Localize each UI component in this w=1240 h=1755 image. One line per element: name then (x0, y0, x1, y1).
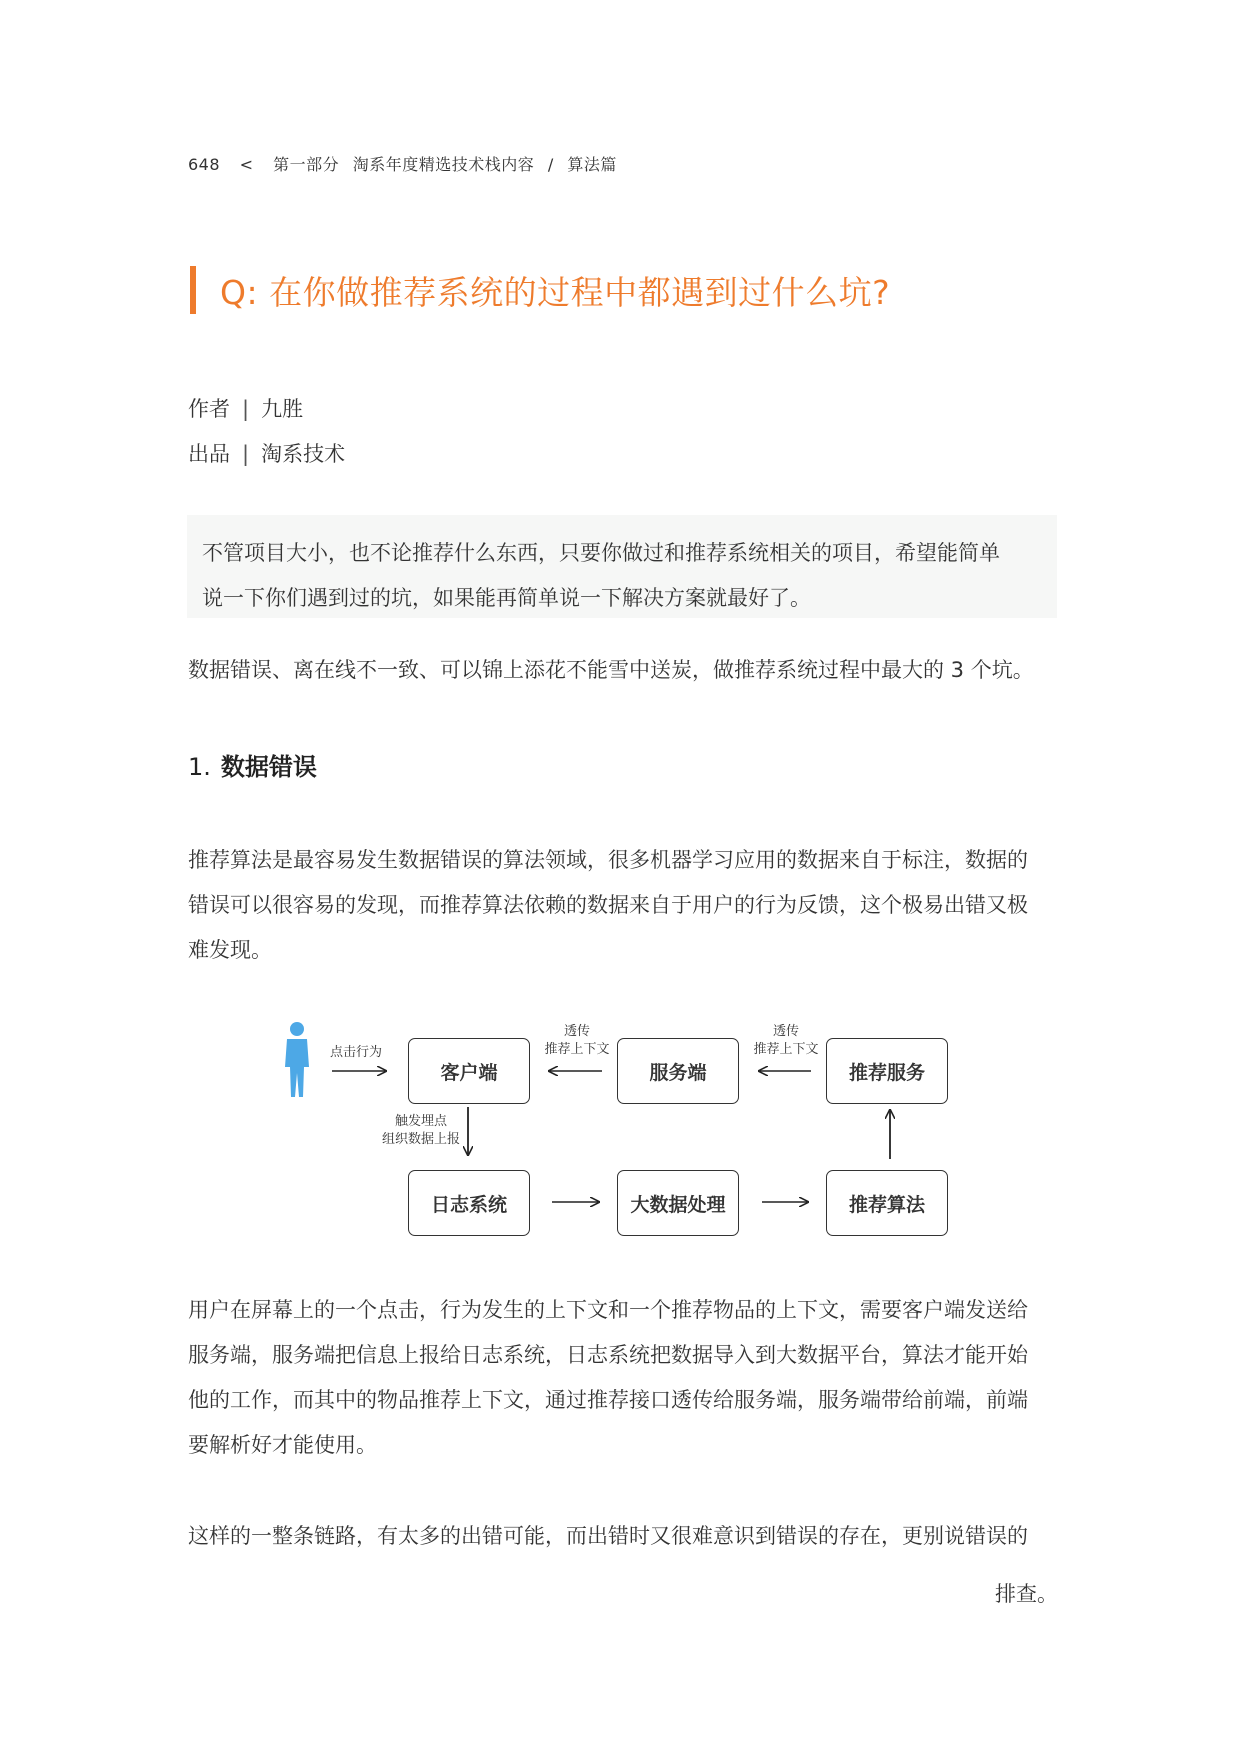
running-header (188, 152, 631, 175)
header-separator: < (239, 155, 254, 174)
part-name: 第一部分 (273, 155, 340, 174)
node-server: 服务端 (617, 1038, 739, 1104)
book-title: 淘系年度精选技术栈内容 (352, 155, 535, 174)
source-line (188, 438, 345, 468)
data-flow-diagram (280, 1017, 970, 1242)
label-click-action: 点击行为 (330, 1045, 383, 1060)
paragraph-line: 错误可以很容易的发现，而推荐算法依赖的数据来自于用户的行为反馈，这个极易出错又极 (188, 893, 1028, 917)
paragraph-3-end: 排查。 (995, 1582, 1058, 1606)
source-label: 出品 (188, 442, 230, 466)
label-line: 推荐上下文 (544, 1042, 610, 1057)
section-title: 数据错误 (220, 753, 317, 781)
node-client: 客户端 (408, 1038, 530, 1104)
source-name: 淘系技术 (261, 442, 346, 466)
node-recommend-algorithm: 推荐算法 (826, 1170, 948, 1236)
summary-text: 数据错误、离在线不一致、可以锦上添花不能雪中送炭，做推荐系统过程中最大的 3 个坑。 (188, 658, 1034, 682)
source-divider: | (242, 442, 250, 466)
author-divider: | (242, 397, 250, 421)
label-pass-through-1 (542, 1023, 612, 1059)
paragraph-line: 要解析好才能使用。 (188, 1433, 377, 1457)
paragraph-1 (188, 838, 1058, 973)
paragraph-line: 这样的一整条链路，有太多的出错可能，而出错时又很难意识到错误的存在，更别说错误的 (188, 1524, 1028, 1548)
paragraph-line: 用户在屏幕上的一个点击，行为发生的上下文和一个推荐物品的上下文，需要客户端发送给 (188, 1298, 1028, 1322)
quote-line: 说一下你们遇到过的坑，如果能再简单说一下解决方案就最好了。 (202, 586, 811, 610)
label-line: 触发埋点 (394, 1114, 447, 1129)
label-report (376, 1113, 466, 1149)
header-slash: / (547, 155, 554, 174)
paragraph-3 (188, 1514, 1058, 1559)
paragraph-line: 推荐算法是最容易发生数据错误的算法领域，很多机器学习应用的数据来自于标注，数据的 (188, 848, 1028, 872)
section-heading (188, 747, 317, 782)
author-label: 作者 (188, 397, 230, 421)
node-big-data: 大数据处理 (617, 1170, 739, 1236)
node-recommend-service: 推荐服务 (826, 1038, 948, 1104)
label-line: 透传 (563, 1024, 590, 1039)
label-line: 推荐上下文 (753, 1042, 819, 1057)
question-quote (187, 515, 1057, 618)
label-pass-through-2 (751, 1023, 821, 1059)
question-text: Q: 在你做推荐系统的过程中都遇到过什么坑? (220, 272, 891, 312)
author-name: 九胜 (261, 397, 304, 421)
section-number: 1. (188, 753, 211, 781)
paragraph-2 (188, 1288, 1058, 1468)
accent-bar (190, 266, 196, 314)
paragraph-line: 他的工作，而其中的物品推荐上下文，通过推荐接口透传给服务端，服务端带给前端，前端 (188, 1388, 1028, 1412)
summary-paragraph (188, 648, 1058, 693)
user-person-icon (285, 1022, 309, 1097)
paragraph-line: 难发现。 (188, 938, 272, 962)
author-line (188, 393, 303, 423)
page-number: 648 (188, 155, 221, 174)
node-log-system: 日志系统 (408, 1170, 530, 1236)
question-title (190, 266, 890, 314)
section-name: 算法篇 (567, 155, 617, 174)
label-line: 透传 (772, 1024, 799, 1039)
label-line: 组织数据上报 (381, 1132, 460, 1147)
quote-line: 不管项目大小，也不论推荐什么东西，只要你做过和推荐系统相关的项目，希望能简单 (202, 541, 1000, 565)
paragraph-line: 服务端，服务端把信息上报给日志系统，日志系统把数据导入到大数据平台，算法才能开始 (188, 1343, 1028, 1367)
